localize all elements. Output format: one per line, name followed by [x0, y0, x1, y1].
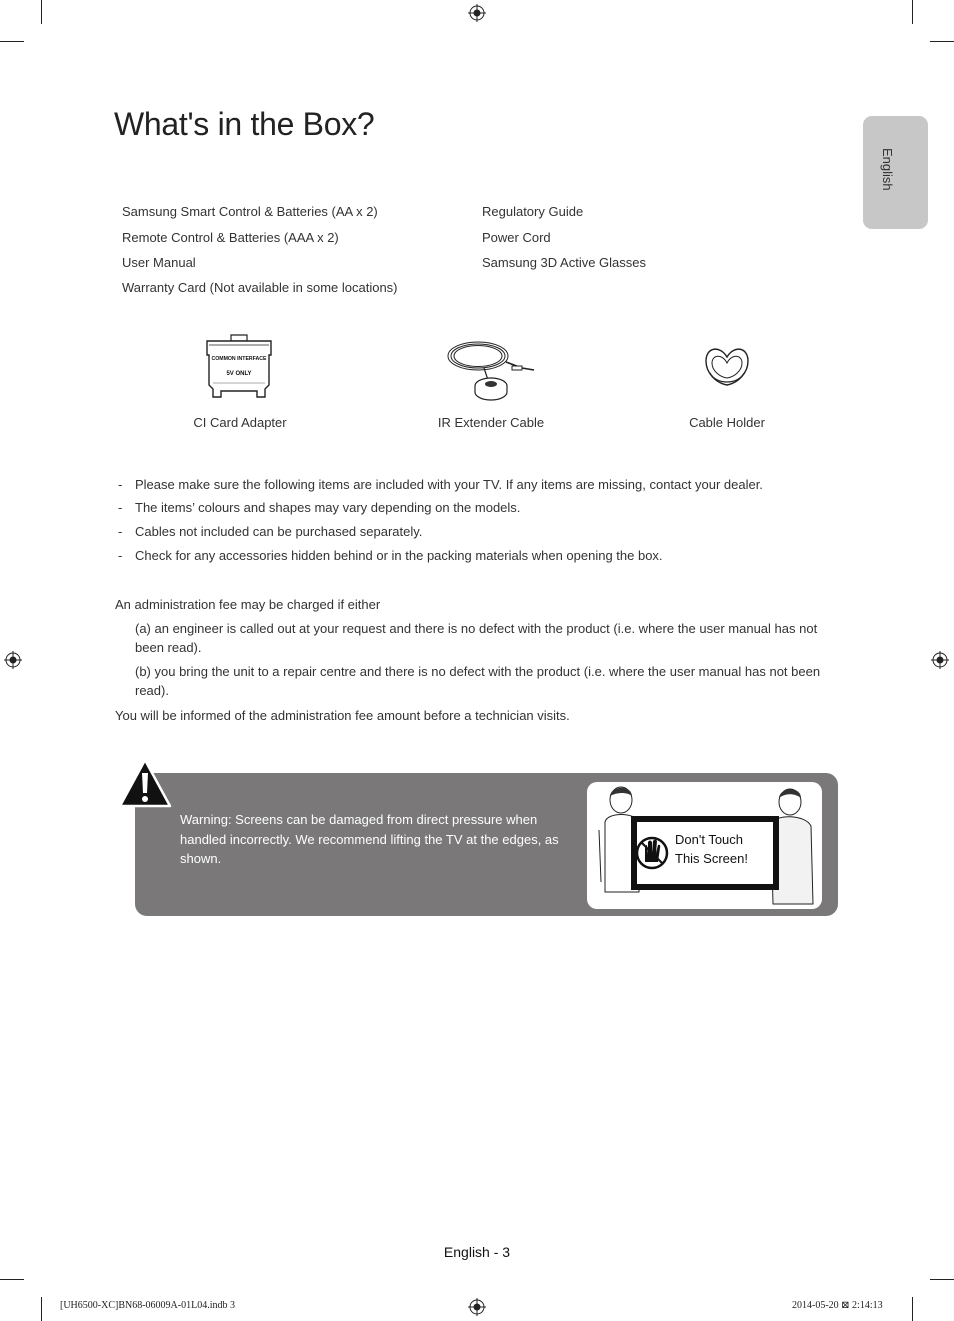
ir-extender-cable-icon — [444, 334, 538, 402]
crop-mark — [41, 1297, 42, 1321]
accessory-caption: Cable Holder — [689, 415, 765, 430]
crop-mark — [0, 41, 24, 42]
cable-holder-icon — [702, 343, 752, 391]
accessory-caption: IR Extender Cable — [437, 415, 545, 430]
dont-touch-screen-label — [675, 830, 748, 868]
crop-mark — [912, 1297, 913, 1321]
ci-card-label-bottom: 5V ONLY — [226, 371, 252, 377]
admin-fee-outro: You will be informed of the administration fee amount before a technician visits. — [115, 708, 570, 723]
note-text: Cables not included can be purchased separately. — [135, 524, 423, 539]
screen-label-line1: Don't Touch — [675, 832, 744, 847]
admin-fee-case-b: (b) you bring the unit to a repair centre and there is no defect with the product (i.e. where the user manual has not been read). — [135, 664, 821, 698]
ci-card-adapter-icon — [203, 333, 275, 401]
warning-triangle-icon — [117, 757, 173, 809]
crop-mark — [41, 0, 42, 24]
note-text: Please make sure the following items are included with your TV. If any items are missing, contact your dealer. — [135, 477, 763, 492]
admin-fee-intro: An administration fee may be charged if either — [115, 597, 381, 612]
registration-mark-icon — [931, 651, 949, 669]
registration-mark-icon — [4, 651, 22, 669]
list-item: Remote Control & Batteries (AAA x 2) — [122, 230, 339, 245]
crop-mark — [0, 1279, 24, 1280]
screen-label-line2: This Screen! — [675, 851, 748, 866]
crop-mark — [912, 0, 913, 24]
page-title: What's in the Box? — [114, 106, 375, 142]
page-number: English - 3 — [443, 1244, 511, 1260]
note-text: The items’ colours and shapes may vary depending on the models. — [135, 500, 521, 515]
warning-body: : Screens can be damaged from direct pressure when handled incorrectly. We recommend lifting the TV at the edges, as shown. — [180, 812, 559, 866]
list-item: Power Cord — [482, 230, 551, 245]
print-slug-right: 2014-05-20 ⊠ 2:14:13 — [792, 1300, 883, 1311]
registration-mark-icon — [468, 1298, 486, 1316]
list-item: Samsung Smart Control & Batteries (AA x 2) — [122, 204, 378, 219]
warning-text — [180, 810, 575, 869]
note-item: - Cables not included can be purchased separately. — [118, 524, 423, 539]
list-item: User Manual — [122, 255, 196, 270]
warning-label: Warning — [180, 812, 228, 827]
accessory-caption: CI Card Adapter — [193, 415, 287, 430]
crop-mark — [930, 1279, 954, 1280]
list-item: Samsung 3D Active Glasses — [482, 255, 647, 270]
list-item: Regulatory Guide — [482, 204, 584, 219]
list-item: Warranty Card (Not available in some locations) — [122, 280, 398, 295]
print-slug-left: [UH6500-XC]BN68-06009A-01L04.indb 3 — [60, 1300, 235, 1311]
language-tab-label: English — [880, 148, 895, 191]
note-item: - Please make sure the following items are included with your TV. If any items are missing, contact your dealer. — [118, 477, 763, 492]
note-item: - The items’ colours and shapes may vary depending on the models. — [118, 500, 521, 515]
language-tab — [863, 116, 928, 229]
crop-mark — [930, 41, 954, 42]
ci-card-label-top: COMMON INTERFACE — [211, 356, 267, 362]
admin-fee-case-a: (a) an engineer is called out at your request and there is no defect with the product (i.e. where the user manual has not been read). — [135, 621, 818, 655]
note-item: - Check for any accessories hidden behind or in the packing materials when opening the box. — [118, 548, 663, 563]
registration-mark-icon — [468, 4, 486, 22]
note-text: Check for any accessories hidden behind or in the packing materials when opening the box. — [135, 548, 663, 563]
